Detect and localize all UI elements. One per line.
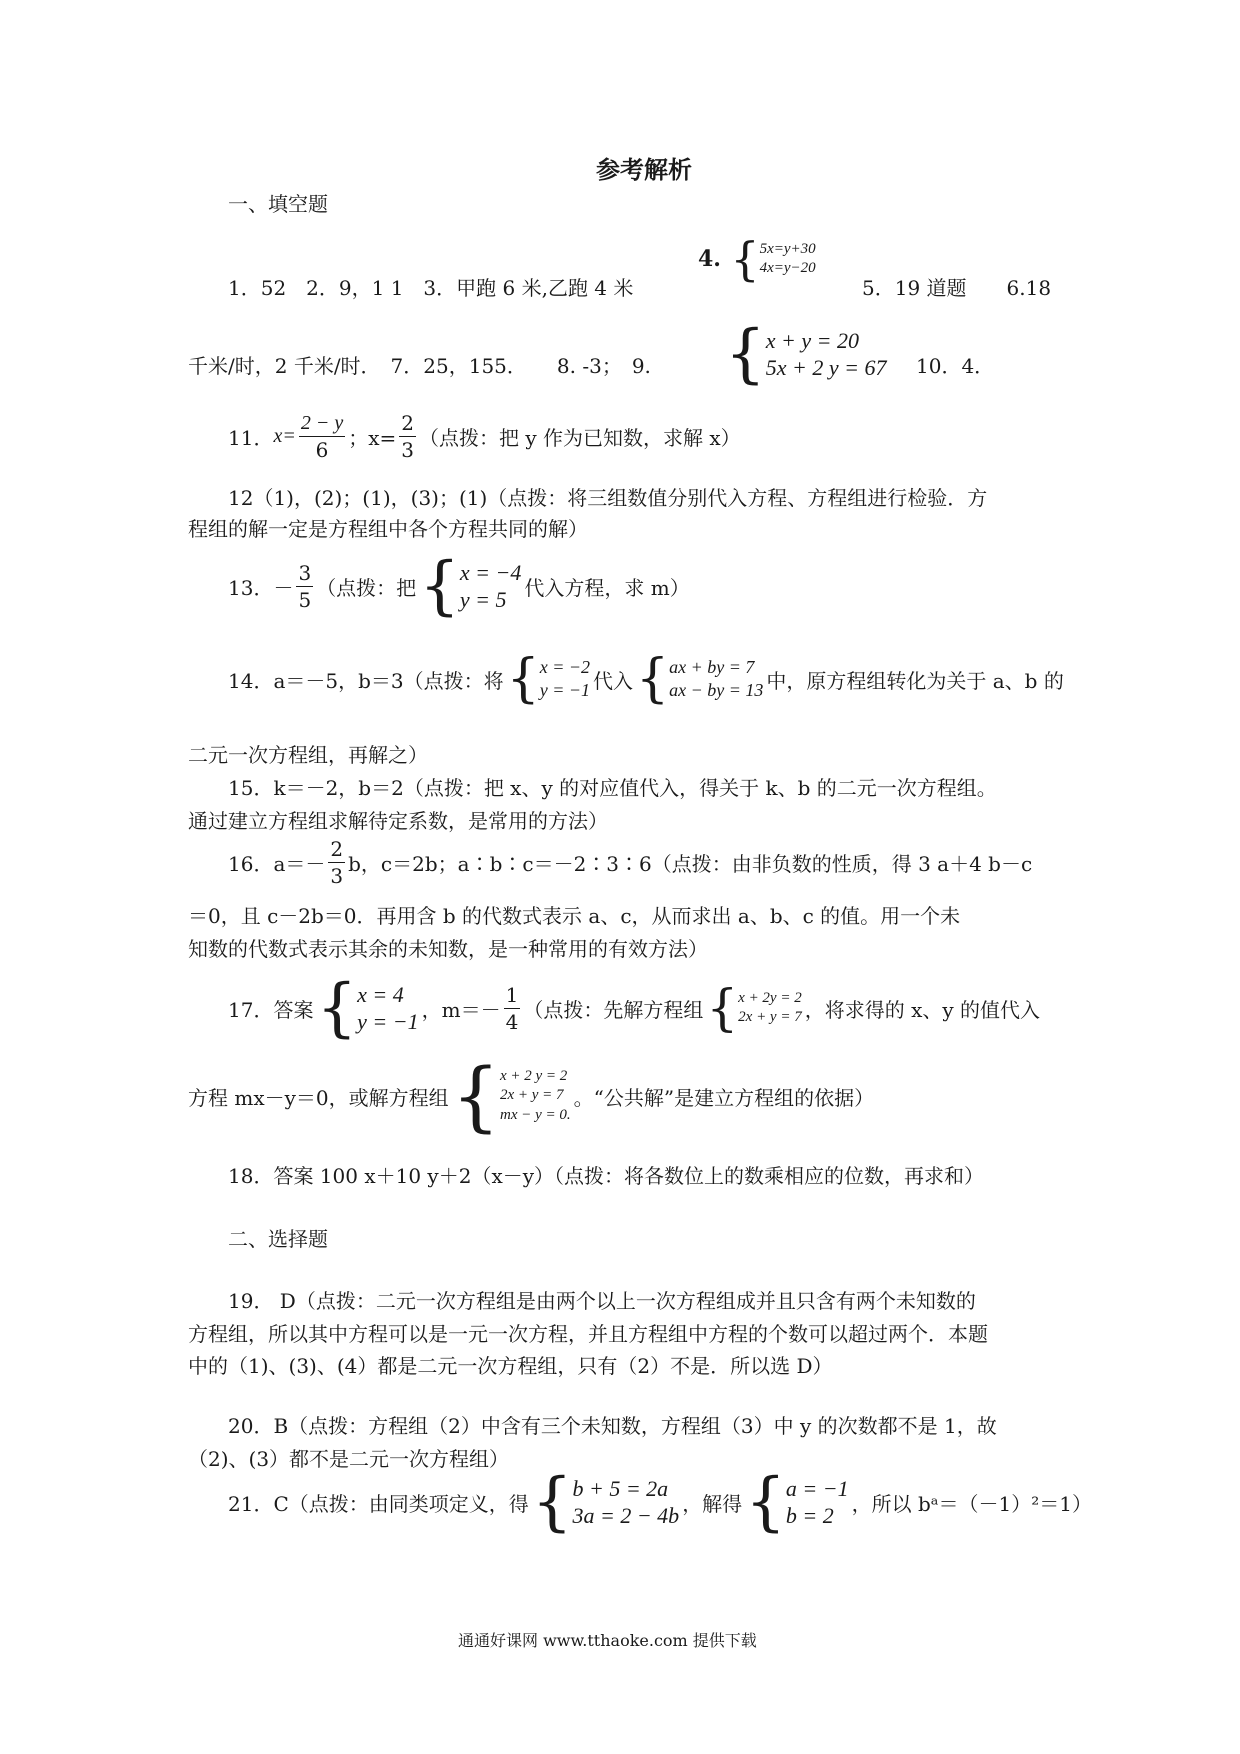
answer-21-system-a bbox=[531, 1465, 680, 1539]
equation: 5x=y+30 bbox=[759, 240, 816, 257]
footer-credit: 通通好课网 www.tthaoke.com 提供下载 bbox=[458, 1631, 757, 1650]
equation: x + y = 20 bbox=[765, 327, 859, 353]
answer-19-line1: 19． D（点拨：二元一次方程组是由两个以上一次方程组成并且只含有两个未知数的 bbox=[228, 1289, 976, 1313]
answer-11-hint: （点拨：把 y 作为已知数，求解 x） bbox=[418, 426, 741, 450]
equation: 4x=y−20 bbox=[759, 260, 816, 276]
answer-21-end: ，所以 bᵃ＝（－1）²＝1） bbox=[851, 1491, 1092, 1516]
answer-10: 10．4． bbox=[916, 354, 995, 378]
answer-14-text: 14．a＝－5，b＝3（点拨：将 bbox=[228, 668, 504, 693]
equation: x = −2 bbox=[539, 656, 591, 677]
brace-icon: { bbox=[745, 1465, 786, 1539]
answer-13 bbox=[228, 549, 690, 623]
equation: b = 2 bbox=[785, 1503, 834, 1528]
fraction-numerator: 3 bbox=[298, 560, 312, 585]
answer-17-system-b bbox=[706, 979, 802, 1037]
answer-14-mid: 代入 bbox=[593, 668, 634, 693]
equation: 2x + y = 7 bbox=[499, 1087, 564, 1104]
brace-icon: { bbox=[531, 1465, 573, 1539]
equation: y = −1 bbox=[357, 1009, 419, 1034]
answer-21-mid: ，解得 bbox=[682, 1491, 743, 1516]
answer-12-line1: 12（1)，(2)；(1)，(3)；(1)（点拨：将三组数值分别代入方程、方程组进行检验．方 bbox=[228, 486, 988, 510]
equation: b + 5 = 2a bbox=[572, 1475, 669, 1501]
answer-11-mid: ；x= bbox=[348, 426, 397, 450]
equation: x = 4 bbox=[357, 981, 404, 1007]
brace-icon: { bbox=[730, 232, 760, 286]
answer-19-line3: 中的（1)、(3)、(4）都是二元一次方程组，只有（2）不是．所以选 D） bbox=[188, 1354, 833, 1378]
answer-13-hint: （点拨：把 bbox=[316, 575, 417, 600]
answer-17-system-c bbox=[451, 1051, 571, 1140]
answer-15-line1: 15．k＝－2，b＝2（点拨：把 x、y 的对应值代入，得关于 k、b 的二元一次方程组。 bbox=[228, 776, 997, 800]
answer-12-line2: 程组的解一定是方程组中各个方程共同的解） bbox=[188, 517, 588, 541]
answer-21-label: 21．C（点拨：由同类项定义，得 bbox=[228, 1491, 529, 1516]
answer-18: 18．答案 100 x＋10 y＋2（x－y）（点拨：将各数位上的数乘相应的位数，再求和） bbox=[228, 1164, 985, 1188]
fraction bbox=[328, 838, 345, 887]
answer-17-label: 17．答案 bbox=[228, 997, 314, 1022]
answer-17 bbox=[228, 971, 1041, 1045]
equation: x + 2 y = 2 bbox=[499, 1067, 568, 1084]
answer-4-number: 4. bbox=[698, 246, 721, 272]
equation: y = −1 bbox=[539, 680, 591, 700]
answer-11-x: x= bbox=[273, 425, 296, 447]
brace-icon: { bbox=[316, 971, 358, 1045]
answer-13-system bbox=[419, 549, 522, 623]
equation: 3a = 2 − 4b bbox=[572, 1503, 680, 1528]
answer-17-continued bbox=[188, 1051, 875, 1140]
answer-16-line2: ＝0，且 c－2b＝0．再用含 b 的代数式表示 a、c，从而求出 a、b、c 的值。用一个未 bbox=[188, 904, 961, 928]
answer-15-line2: 通过建立方程组求解待定系数，是常用的方法） bbox=[188, 809, 608, 833]
answer-17-end: ，将求得的 x、y 的值代入 bbox=[804, 997, 1041, 1022]
fraction bbox=[399, 412, 416, 461]
answer-14-line2: 二元一次方程组，再解之） bbox=[188, 743, 428, 767]
answer-4 bbox=[698, 232, 819, 286]
equation: x + 2y = 2 bbox=[738, 989, 802, 1006]
answer-14 bbox=[228, 649, 1064, 709]
fraction bbox=[299, 412, 345, 461]
section-heading-choice: 二、选择题 bbox=[228, 1227, 328, 1251]
answer-11-label: 11． bbox=[228, 426, 274, 450]
brace-icon: { bbox=[506, 649, 540, 709]
equation: 2x + y = 7 bbox=[738, 1009, 802, 1025]
brace-icon: { bbox=[706, 979, 739, 1037]
fraction-numerator: 2 bbox=[401, 411, 414, 435]
fraction-numerator: 2 − y bbox=[299, 412, 345, 437]
brace-icon: { bbox=[636, 649, 670, 709]
answer-13-hint-end: 代入方程，求 m） bbox=[524, 575, 690, 600]
answer-13-label: 13．－ bbox=[228, 575, 294, 600]
answers-1-3: 1．52 2．9，1 1 3．甲跑 6 米,乙跑 4 米 bbox=[228, 276, 634, 300]
fraction-denominator: 5 bbox=[298, 587, 312, 612]
fraction-denominator: 4 bbox=[505, 1009, 519, 1034]
section-heading-fill-blank: 一、填空题 bbox=[228, 192, 328, 216]
answer-16-line3: 知数的代数式表示其余的未知数，是一种常用的有效方法） bbox=[188, 937, 708, 961]
fraction bbox=[296, 562, 313, 611]
fraction-numerator: 2 bbox=[330, 837, 344, 861]
answer-16 bbox=[228, 838, 1032, 887]
answer-11 bbox=[228, 412, 741, 461]
answer-14-system-a bbox=[506, 649, 591, 709]
equation: ax − by = 13 bbox=[669, 680, 764, 700]
fraction-numerator: 1 bbox=[505, 982, 519, 1007]
page-title: 参考解析 bbox=[596, 156, 692, 184]
answer-4-system bbox=[730, 232, 816, 286]
brace-icon: { bbox=[419, 549, 460, 623]
equation: ax + by = 7 bbox=[669, 656, 755, 677]
answer-21-system-b bbox=[745, 1465, 849, 1539]
answer-16-label: 16．a＝－ bbox=[228, 852, 326, 876]
fraction bbox=[504, 984, 521, 1033]
equation: y = 5 bbox=[459, 587, 507, 612]
fraction-denominator: 6 bbox=[315, 438, 329, 462]
answers-5-6: 5．19 道题 6.18 bbox=[862, 276, 1052, 300]
equation: mx − y = 0. bbox=[499, 1106, 571, 1123]
answer-17-continued-text: 方程 mx－y＝0，或解方程组 bbox=[188, 1085, 449, 1110]
answer-14-system-b bbox=[636, 649, 764, 709]
answer-20-line2: （2)、(3）都不是二元一次方程组） bbox=[188, 1447, 510, 1471]
answer-9-system bbox=[722, 317, 889, 391]
brace-icon: { bbox=[725, 317, 766, 391]
answer-17-hint: （点拨：先解方程组 bbox=[523, 997, 704, 1022]
fraction-denominator: 3 bbox=[401, 438, 414, 462]
answer-16-text: b，c＝2b；a∶b∶c＝－2∶3∶6（点拨：由非负数的性质，得 3 a＋4 b－c bbox=[348, 852, 1033, 876]
answer-19-line2: 方程组，所以其中方程可以是一元一次方程，并且方程组中方程的个数可以超过两个．本题 bbox=[188, 1322, 988, 1346]
fraction-denominator: 3 bbox=[330, 864, 344, 888]
equation: x = −4 bbox=[459, 559, 522, 585]
answer-17-m: ，m＝－ bbox=[421, 997, 501, 1022]
answers-6-9-line: 千米/时，2 千米/时． 7．25，155． 8. -3； 9. bbox=[188, 354, 651, 378]
brace-icon: { bbox=[451, 1051, 500, 1140]
equation: 5x + 2 y = 67 bbox=[765, 355, 887, 380]
answer-21 bbox=[228, 1465, 1092, 1539]
answer-17-system-a bbox=[316, 971, 419, 1045]
answer-14-end: 中，原方程组转化为关于 a、b 的 bbox=[766, 668, 1064, 693]
answer-17-continued-end: 。“公共解”是建立方程组的依据） bbox=[573, 1085, 875, 1110]
equation: a = −1 bbox=[785, 1475, 849, 1501]
answer-20-line1: 20．B（点拨：方程组（2）中含有三个未知数，方程组（3）中 y 的次数都不是 1，故 bbox=[228, 1414, 997, 1438]
